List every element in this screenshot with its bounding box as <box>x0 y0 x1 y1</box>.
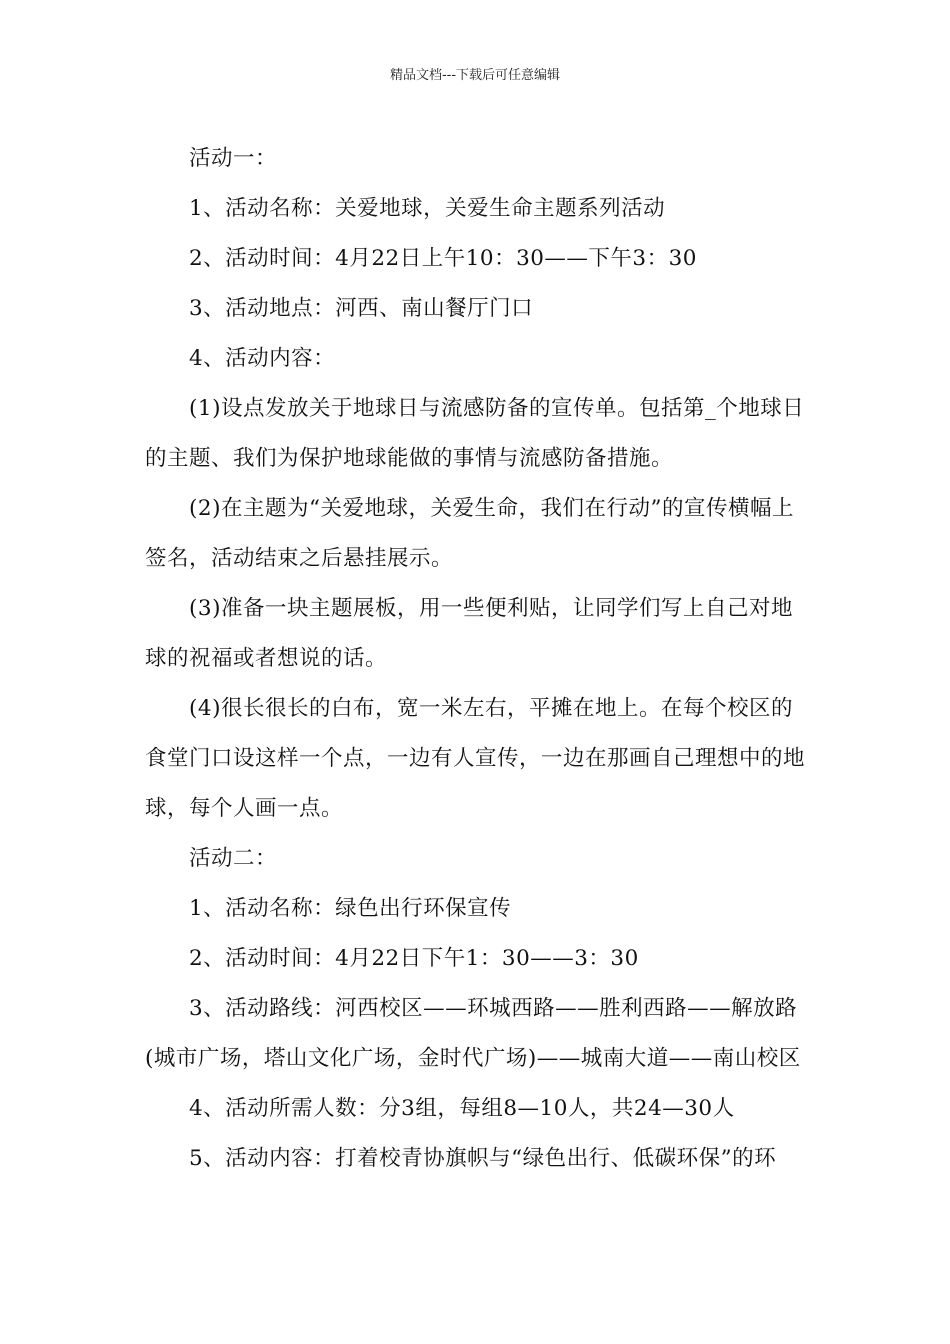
page-header: 精品文档---下载后可任意编辑 <box>389 68 561 83</box>
activity-1-item-2: (2)在主题为“关爱地球，关爱生命，我们在行动”的宣传横幅上签名，活动结束之后悬挂展示。 <box>145 496 794 571</box>
section-heading-activity-1: 活动一： <box>189 146 278 171</box>
activity-1-content-label: 4、活动内容： <box>189 346 336 371</box>
section-heading-activity-2: 活动二： <box>189 846 278 871</box>
activity-2-people: 4、活动所需人数：分3组，每组8—10人，共24—30人 <box>189 1096 735 1121</box>
document-body <box>145 134 807 1184</box>
activity-1-item-4: (4)很长很长的白布，宽一米左右，平摊在地上。在每个校区的食堂门口设这样一个点，一边有人宣传，一边在那画自己理想中的地球，每个人画一点。 <box>145 696 806 821</box>
activity-1-item-1: (1)设点发放关于地球日与流感防备的宣传单。包括第_个地球日的主题、我们为保护地球能做的事情与流感防备措施。 <box>145 396 805 471</box>
activity-2-content: 5、活动内容：打着校青协旗帜与“绿色出行、低碳环保”的环 <box>189 1146 777 1171</box>
activity-1-item-3: (3)准备一块主题展板，用一些便利贴，让同学们写上自己对地球的祝福或者想说的话。 <box>145 596 793 671</box>
activity-2-time: 2、活动时间：4月22日下午1：30——3：30 <box>189 946 639 971</box>
activity-1-name: 1、活动名称：关爱地球，关爱生命主题系列活动 <box>189 196 666 221</box>
activity-1-time: 2、活动时间：4月22日上午10：30——下午3：30 <box>189 246 697 271</box>
activity-2-route: 3、活动路线：河西校区——环城西路——胜利西路——解放路(城市广场，塔山文化广场，金时代广场)——城南大道——南山校区 <box>145 996 801 1071</box>
activity-1-location: 3、活动地点：河西、南山餐厅门口 <box>189 296 534 321</box>
activity-2-name: 1、活动名称：绿色出行环保宣传 <box>189 896 512 921</box>
